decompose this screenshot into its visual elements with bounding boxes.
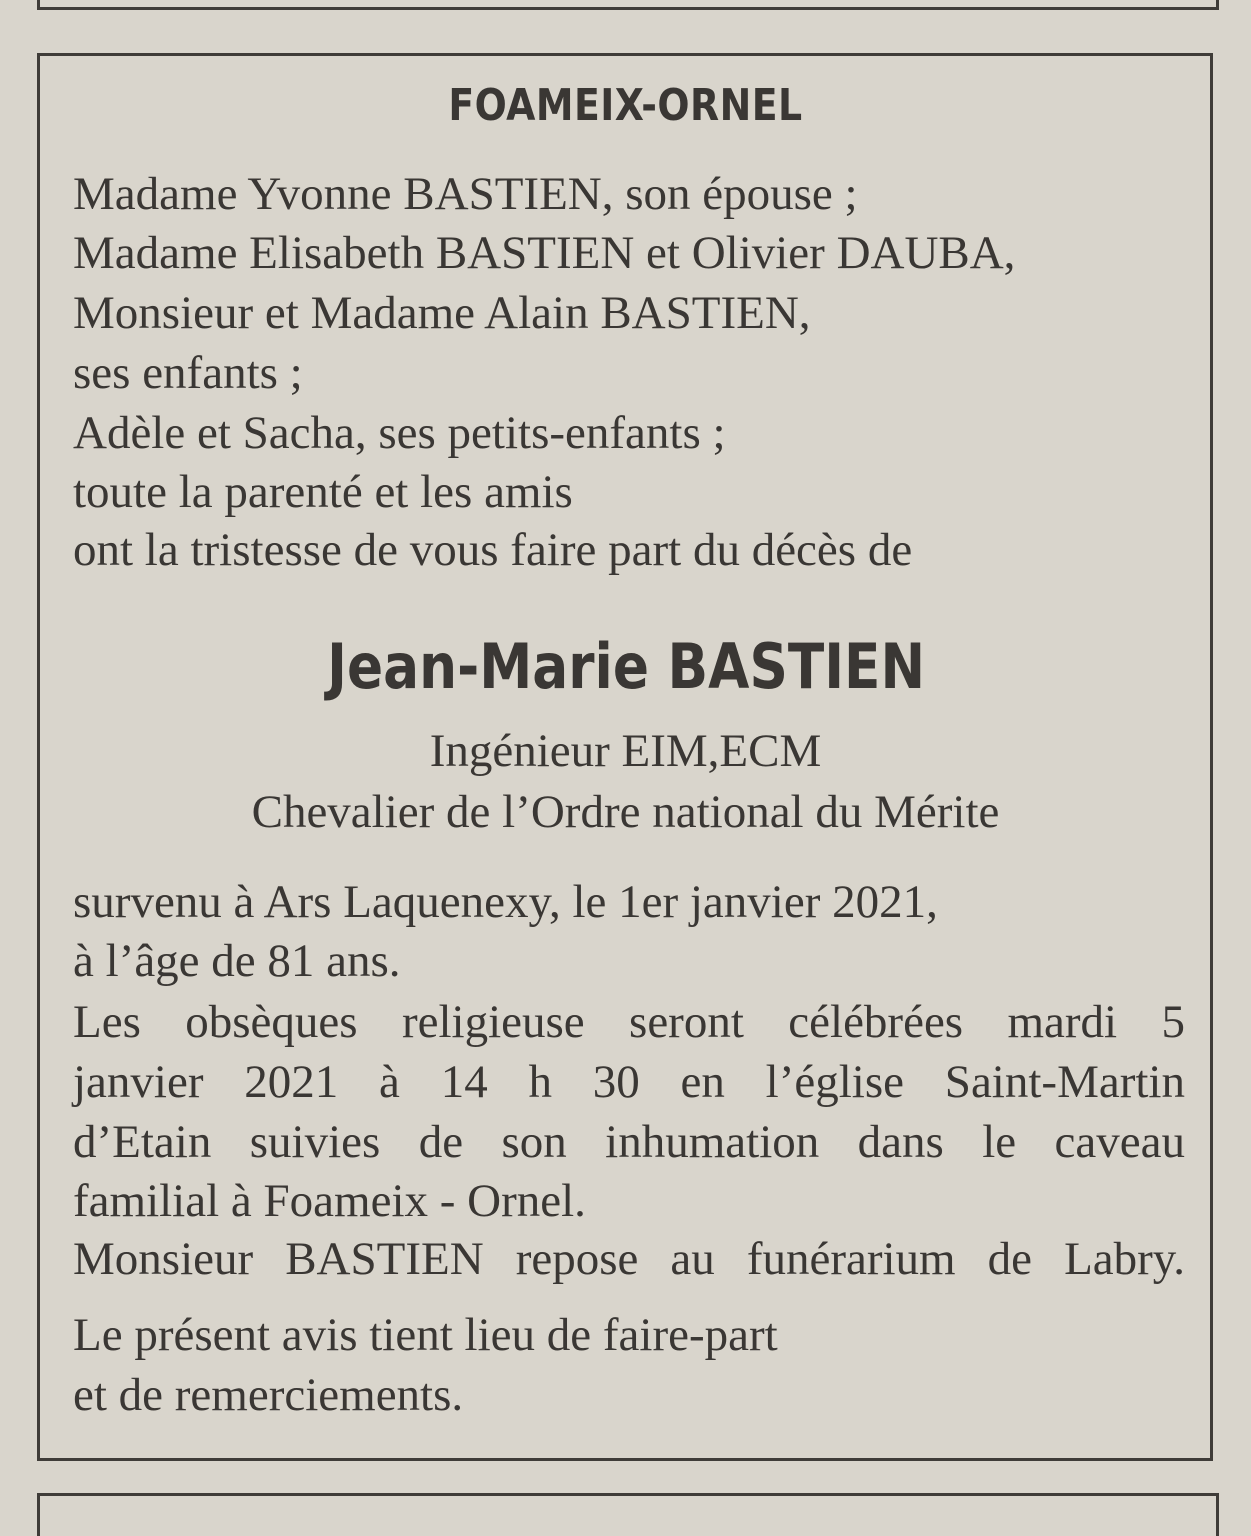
notice-heading: FOAMEIX-ORNEL — [448, 80, 803, 131]
details-line: d’Etain suivies de son inhumation dans le caveau — [73, 1116, 1185, 1168]
family-line: ses enfants ; — [73, 347, 303, 399]
family-line: Madame Elisabeth BASTIEN et Olivier DAUBA, — [73, 227, 1016, 279]
family-line: Madame Yvonne BASTIEN, son épouse ; — [73, 168, 858, 220]
details-line: Les obsèques religieuse seront célébrées mardi 5 — [73, 996, 1185, 1048]
closing-line: Le présent avis tient lieu de faire-part — [73, 1309, 778, 1361]
family-line: Adèle et Sacha, ses petits-enfants ; — [73, 407, 726, 459]
details-line: à l’âge de 81 ans. — [73, 935, 401, 987]
closing-line: et de remerciements. — [73, 1369, 464, 1421]
details-line: Monsieur BASTIEN repose au funérarium de Labry. — [73, 1233, 1185, 1285]
family-line: toute la parenté et les amis — [73, 466, 573, 518]
family-line: Monsieur et Madame Alain BASTIEN, — [73, 287, 811, 339]
details-line: janvier 2021 à 14 h 30 en l’église Saint-Martin — [73, 1056, 1185, 1108]
details-line: familial à Foameix - Ornel. — [73, 1175, 586, 1227]
deceased-title: Ingénieur EIM,ECM — [429, 725, 822, 777]
deceased-name: Jean-Marie BASTIEN — [327, 630, 926, 703]
family-line: ont la tristesse de vous faire part du décès de — [73, 524, 913, 576]
deceased-honor: Chevalier de l’Ordre national du Mérite — [251, 786, 1000, 838]
next-notice-border — [37, 1493, 1219, 1536]
previous-notice-border — [37, 0, 1219, 10]
details-line: survenu à Ars Laquenexy, le 1er janvier 2021, — [73, 876, 938, 928]
